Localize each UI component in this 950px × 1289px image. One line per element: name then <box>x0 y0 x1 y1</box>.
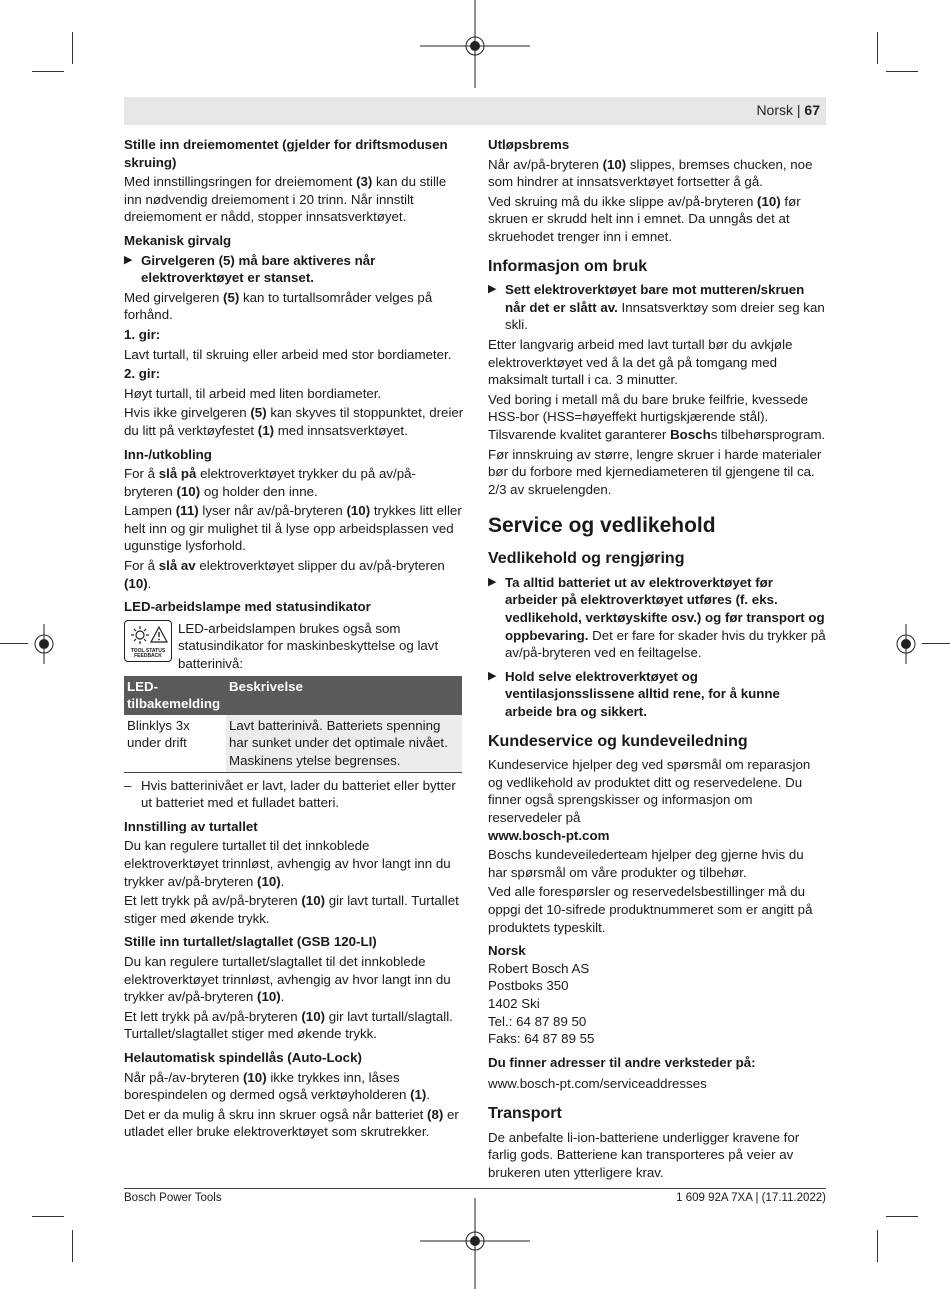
gear-2-label: 2. gir: <box>124 366 161 382</box>
paragraph: Med innstillingsringen for dreiemoment (3) kan du stille inn nødvendig dreiemoment i 20 trinn. Når innstilt dreiemoment er nådd, stopper innsatsverktøyet. <box>124 174 447 225</box>
section-title: Innstilling av turtallet <box>124 818 258 834</box>
registration-target-icon <box>892 624 920 664</box>
icon-caption: TOOL STATUS FEEDBACK <box>130 647 166 659</box>
paragraph: Det er da mulig å skru inn skruer også når batteriet (8) er utladet eller bruke elektroverktøyet som skrutrekker. <box>124 1106 459 1140</box>
paragraph: Hvis ikke girvelgeren (5) kan skyves til stoppunktet, dreier du litt på verktøyfestet (1) med innsatsverktøyet. <box>124 405 464 438</box>
tool-status-feedback-icon <box>124 620 172 662</box>
section-title: Mekanisk girvalg <box>124 232 232 248</box>
crop-mark <box>0 643 28 644</box>
header-language: Norsk <box>756 102 793 118</box>
section-title: Inn-/utkobling <box>124 446 212 462</box>
paragraph: For å slå av elektroverktøyet slipper du av/på-bryteren (10). <box>124 558 445 591</box>
paragraph: For å slå på elektroverktøyet trykker du på av/på-bryteren (10) og holder den inne. <box>124 466 416 499</box>
section-title: Transport <box>488 1104 562 1122</box>
warning-bullet: ▶ Girvelgeren (5) må bare aktiveres når elektroverktøyet er stanset. <box>124 252 376 286</box>
address-line: Robert Bosch AS <box>488 960 590 976</box>
section-title: Helautomatisk spindellås (Auto-Lock) <box>124 1049 362 1065</box>
footer-divider <box>124 1188 826 1189</box>
crop-mark <box>886 1216 918 1217</box>
warning-bullet: ▶ Ta alltid batteriet ut av elektroverktøyet før arbeider på elektroverktøyet utføres (f. eks. vedlikehold, verktøyskifte osv.) og før transport og oppbevaring. Det er fare for skader hvis du trykker på av/på-bryteren ved en feiltagelse. <box>488 574 826 661</box>
section-title: Utløpsbrems <box>488 137 570 152</box>
led-intro <box>124 620 464 673</box>
section-title: Kundeservice og kundeveiledning <box>488 732 748 750</box>
address-line: 1402 Ski <box>488 995 540 1011</box>
paragraph: Et lett trykk på av/på-bryteren (10) gir lavt turtall/slagtall. Turtallet/slagtallet stiger med økende trykk. <box>124 1008 453 1042</box>
table-header: LED-tilbakemelding <box>124 676 226 715</box>
paragraph: Kundeservice hjelper deg ved spørsmål om reparasjon og vedlikehold av produktet ditt og reservedelene. Du finner også sprengskisser og informasjon om reservedeler på <box>488 757 811 825</box>
crop-mark <box>886 71 918 72</box>
paragraph: Ved alle forespørsler og reservedelsbestillinger må du oppgi det 10-sifrede produktnummeret som er angitt på produktets typeskilt. <box>488 884 813 935</box>
section-title: Informasjon om bruk <box>488 257 648 275</box>
crop-mark <box>877 32 878 64</box>
section-title: LED-arbeidslampe med statusindikator <box>124 599 371 615</box>
crop-mark <box>32 1216 64 1217</box>
page-number: 67 <box>804 102 820 118</box>
other-addresses-label: Du finner adresser til andre verksteder på: <box>488 1054 756 1070</box>
crop-mark <box>72 32 73 64</box>
chapter-title: Service og vedlikehold <box>488 514 716 538</box>
table-cell: Lavt batterinivå. Batteriets spenning har sunket under det optimale nivået. Maskinens ytelse begrenses. <box>226 715 462 772</box>
table-header: Beskrivelse <box>226 676 462 715</box>
led-feedback-table <box>124 676 462 773</box>
gear-2-text: Høyt turtall, til arbeid med liten bordiameter. <box>124 385 382 401</box>
paragraph: Lampen (11) lyser når av/på-bryteren (10) trykkes litt eller helt inn og gir mulighet til å lyse opp arbeidsplassen ved ugunstige lysforhold. <box>124 503 462 554</box>
crop-mark <box>922 643 950 644</box>
footer-left: Bosch Power Tools <box>124 1192 222 1204</box>
paragraph: Når på-/av-bryteren (10) ikke trykkes inn, låses borespindelen og dermed også verktøyholderen (1). <box>124 1069 431 1103</box>
phone: Tel.: 64 87 89 50 <box>488 1013 587 1029</box>
led-intro-text: LED-arbeidslampen brukes også som statusindikator for maskinbeskyttelse og lavt batterinivå: <box>178 620 439 672</box>
right-column <box>488 136 826 1183</box>
paragraph: Når av/på-bryteren (10) slippes, bremses chucken, noe som hindrer at innsatsverktøyet fortsetter å gå. <box>488 156 813 190</box>
paragraph: Etter langvarig arbeid med lavt turtall bør du avkjøle elektroverktøyet ved å la det gå på tomgang med maksimalt turtall i ca. 3 minutter. <box>488 336 793 388</box>
page-header <box>124 97 826 125</box>
paragraph: Før innskruing av større, lengre skruer i harde materialer bør du forbore med kjernediameteren til gjengene til ca. 2/3 av skruelengden. <box>488 446 822 497</box>
section-title: Vedlikehold og rengjøring <box>488 550 685 568</box>
registration-target-icon <box>420 1198 530 1289</box>
paragraph: Et lett trykk på av/på-bryteren (10) gir lavt turtall. Turtallet stiger med økende trykk. <box>124 893 459 926</box>
address-line: Postboks 350 <box>488 978 569 994</box>
paragraph: Du kan regulere turtallet til det innkoblede elektroverktøyet trinnløst, avhengig av hvor langt inn du trykker av/på-bryteren (10). <box>124 838 451 889</box>
crop-mark <box>32 71 64 72</box>
warning-bullet: ▶ Sett elektroverktøyet bare mot mutteren/skruen når det er slått av. Innsatsverktøy som dreier seg kan skli. <box>488 282 825 333</box>
fax: Faks: 64 87 89 55 <box>488 1031 595 1047</box>
paragraph: Med girvelgeren (5) kan to turtallsområder velges på forhånd. <box>124 289 433 323</box>
paragraph: Ved skruing må du ikke slippe av/på-bryteren (10) før skruen er skrudd helt inn i emnet. Da unngås det at skruehodet trenger inn i emnet. <box>488 193 801 244</box>
table-cell: Blinklys 3x under drift <box>124 715 226 772</box>
paragraph: De anbefalte li-ion-batteriene underligger kravene for farlig gods. Batteriene kan transporteres på veier av brukeren uten ytterligere krav. <box>488 1129 800 1180</box>
paragraph: Boschs kundeveilederteam hjelper deg gjerne hvis du har spørsmål om våre produkter og tilbehør. <box>488 847 804 880</box>
section-title: Stille inn turtallet/slagtallet (GSB 120-LI) <box>124 934 377 950</box>
warning-bullet: ▶ Hold selve elektroverktøyet og ventilasjonsslissene alltid rene, for å kunne arbeide bra og sikkert. <box>488 668 780 720</box>
gear-1-text: Lavt turtall, til skruing eller arbeid med stor bordiameter. <box>124 346 452 362</box>
paragraph: Du kan regulere turtallet/slagtallet til det innkoblede elektroverktøyet trinnløst, avhengig av hvor langt inn du trykker av/på-bryteren (10). <box>124 953 451 1005</box>
service-url: www.bosch-pt.com <box>488 827 610 843</box>
dash-item: – Hvis batterinivået er lavt, lader du batteriet eller bytter ut batteriet med et fulladet batteri. <box>124 777 456 811</box>
registration-target-icon <box>30 624 58 664</box>
footer-right: 1 609 92A 7XA | (17.11.2022) <box>676 1192 826 1204</box>
section-title: Stille inn dreiemomentet (gjelder for driftsmodusen skruing) <box>124 137 448 170</box>
table-row <box>124 715 462 772</box>
country-label: Norsk <box>488 943 526 959</box>
left-column <box>124 136 464 1143</box>
crop-mark <box>72 1230 73 1262</box>
gear-1-label: 1. gir: <box>124 326 161 342</box>
service-addresses-url: www.bosch-pt.com/serviceaddresses <box>488 1076 707 1092</box>
paragraph: Ved boring i metall må du bare bruke feilfrie, kvessede HSS-bor (HSS=høyeffekt hurtigskjærende stål). Tilsvarende kvalitet garanterer Boschs tilbehørsprogram. <box>488 391 826 442</box>
page-label: Norsk | 67 <box>756 102 820 118</box>
crop-mark <box>877 1230 878 1262</box>
registration-target-icon <box>420 0 530 90</box>
